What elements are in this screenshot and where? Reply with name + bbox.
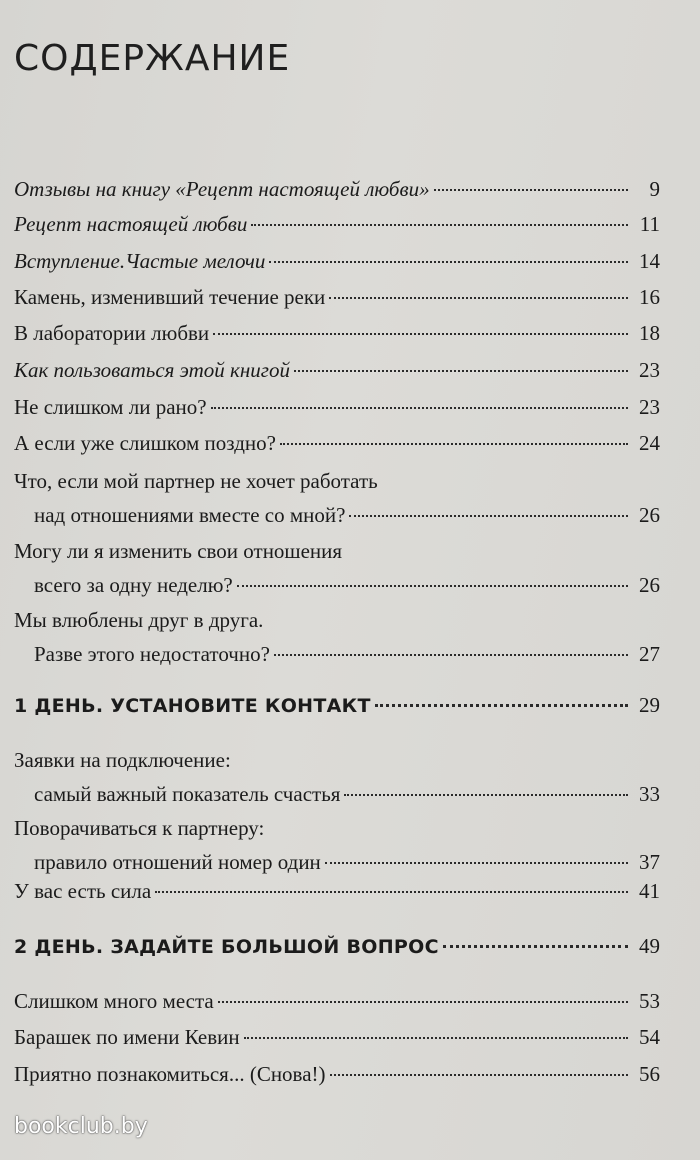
toc-entry-line (14, 390, 660, 424)
toc-entry-title: над отношениями вместе со мной? (34, 503, 346, 527)
toc-entry (14, 280, 660, 314)
toc-entry-line (14, 1020, 660, 1054)
toc-entry-title: В лаборатории любви (14, 321, 210, 345)
toc-entry-title: 1 ДЕНЬ. УСТАНОВИТЕ КОНТАКТ (14, 695, 371, 717)
toc-entry (14, 1020, 660, 1054)
toc-entry-title: Что, если мой партнер не хочет работать (14, 469, 378, 493)
toc-page-number: 49 (639, 934, 660, 958)
dot-leader (237, 564, 628, 587)
toc-entry-title: Приятно познакомиться... (Снова!) (14, 1062, 326, 1086)
toc-entry-line (14, 984, 660, 1018)
toc-entry (14, 984, 660, 1018)
toc-entry (14, 1057, 660, 1091)
toc-entry (14, 426, 660, 460)
toc-page-number: 33 (639, 782, 660, 806)
dot-leader (213, 312, 628, 335)
dot-leader (349, 494, 628, 517)
toc-entry-line (14, 464, 660, 498)
toc-entry-title: 2 ДЕНЬ. ЗАДАЙТЕ БОЛЬШОЙ ВОПРОС (14, 936, 439, 958)
toc-entry-line (14, 316, 660, 350)
toc-entry-line (14, 498, 660, 532)
toc-entry-line (14, 207, 660, 241)
toc-entry (14, 603, 660, 671)
toc-entry-line (14, 353, 660, 387)
toc-entry-line (14, 1057, 660, 1091)
toc-entry (14, 464, 660, 532)
toc-entry-line (14, 743, 660, 777)
dot-leader (269, 240, 628, 263)
dot-leader (218, 980, 628, 1003)
toc-entry-line (14, 172, 660, 206)
toc-entry (14, 811, 660, 879)
toc-entry-line (14, 777, 660, 811)
toc-entry-title: Отзывы на книгу «Рецепт настоящей любви» (14, 177, 430, 201)
toc-entry-title: всего за одну неделю? (34, 573, 233, 597)
toc-entry (14, 207, 660, 241)
toc-page-number: 27 (639, 642, 660, 666)
dot-leader (330, 1053, 628, 1076)
toc-page-number: 53 (639, 989, 660, 1013)
toc-page-number: 23 (639, 395, 660, 419)
toc-entry-line (14, 874, 660, 908)
dot-leader (443, 924, 628, 948)
toc-entry-line (14, 568, 660, 602)
toc-entry-line (14, 688, 660, 722)
toc-page-number: 26 (639, 573, 660, 597)
toc-entry-title: Заявки на подключение: (14, 748, 231, 772)
toc-page-number: 37 (639, 850, 660, 874)
dot-leader (251, 203, 628, 226)
dot-leader (325, 841, 628, 864)
toc-entry-title: Разве этого недостаточно? (34, 642, 270, 666)
dot-leader (294, 349, 628, 372)
toc-entry (14, 390, 660, 424)
toc-entry-title: Вступление.Частые мелочи (14, 249, 266, 273)
dot-leader (244, 1016, 628, 1039)
dot-leader (274, 633, 628, 656)
toc-entry-line (14, 603, 660, 637)
toc-page-number: 11 (639, 212, 660, 236)
dot-leader (280, 422, 628, 445)
toc-page-number: 16 (639, 285, 660, 309)
toc-page-number: 14 (639, 249, 660, 273)
toc-entry-title: Камень, изменивший течение реки (14, 285, 326, 309)
watermark: bookclub.by (14, 1114, 148, 1139)
toc-entry-title: самый важный показатель счастья (34, 782, 341, 806)
toc-entry-title: Могу ли я изменить свои отношения (14, 539, 343, 563)
toc-page-number: 18 (639, 321, 660, 345)
toc-entry (14, 353, 660, 387)
toc-entry-title: Слишком много места (14, 989, 214, 1013)
toc-entry-title: Не слишком ли рано? (14, 395, 207, 419)
toc-entry-title: правило отношений номер один (34, 850, 321, 874)
toc-entry (14, 172, 660, 206)
dot-leader (375, 683, 628, 707)
toc-entry (14, 244, 660, 278)
toc-entry-title: Рецепт настоящей любви (14, 212, 248, 236)
toc-entry (14, 874, 660, 908)
toc-entry-line (14, 929, 660, 963)
toc-entry-title: Барашек по имени Кевин (14, 1025, 240, 1049)
dot-leader (329, 276, 628, 299)
dot-leader (155, 870, 628, 893)
page-title: СОДЕРЖАНИЕ (14, 38, 291, 79)
dot-leader (211, 386, 628, 409)
dot-leader (344, 773, 628, 796)
toc-entry-line (14, 534, 660, 568)
toc-entry-line (14, 811, 660, 845)
toc-entry-line (14, 280, 660, 314)
dot-leader (434, 168, 628, 191)
toc-entry-title: А если уже слишком поздно? (14, 431, 276, 455)
toc-page-number: 56 (639, 1062, 660, 1086)
toc-page-number: 23 (639, 358, 660, 382)
toc-chapter-heading (14, 688, 660, 722)
toc-entry (14, 316, 660, 350)
toc-page-number: 41 (639, 879, 660, 903)
toc-page-number: 54 (639, 1025, 660, 1049)
toc-page-number: 26 (639, 503, 660, 527)
toc-page-number: 29 (639, 693, 660, 717)
toc-entry (14, 534, 660, 602)
toc-entry-title: Поворачиваться к партнеру: (14, 816, 265, 840)
toc-page-number: 9 (649, 177, 660, 201)
toc-entry-line (14, 426, 660, 460)
toc-entry-line (14, 244, 660, 278)
toc-entry-title: У вас есть сила (14, 879, 152, 903)
toc-page-number: 24 (639, 431, 660, 455)
toc-entry-line (14, 637, 660, 671)
toc-entry-title: Как пользоваться этой книгой (14, 358, 290, 382)
toc-entry (14, 743, 660, 811)
toc-chapter-heading (14, 929, 660, 963)
toc-entry-title: Мы влюблены друг в друга. (14, 608, 264, 632)
